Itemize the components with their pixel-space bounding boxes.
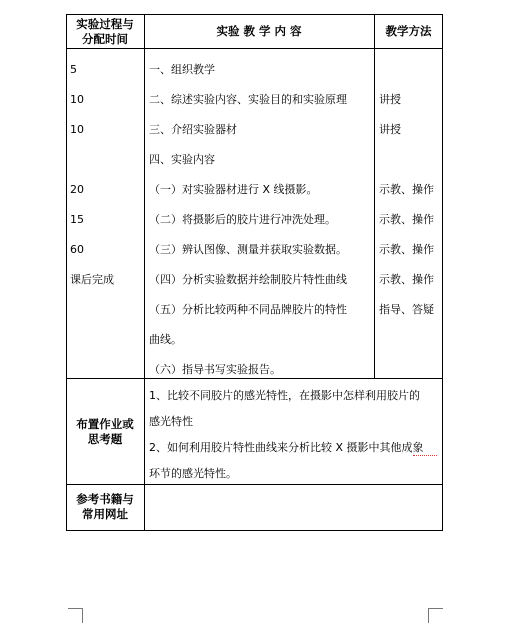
row-4-content: 四、实验内容 — [149, 153, 215, 166]
row-8-time: 课后完成 — [70, 273, 114, 286]
row-2-time: 10 — [70, 93, 84, 106]
homework-line-1: 1、比较不同胶片的感光特性，在摄影中怎样利用胶片的 — [149, 389, 420, 402]
crop-mark-bottom-left — [68, 608, 83, 623]
row-11-content: （六）指导书写实验报告。 — [149, 363, 281, 376]
header-time-line-1: 实验过程与 — [76, 17, 134, 31]
row-1-time: 5 — [70, 63, 77, 76]
references-label-line-1: 参考书籍与 — [76, 492, 134, 506]
row-3-time: 10 — [70, 123, 84, 136]
homework-label — [66, 417, 144, 447]
row-5-method: 示教、操作 — [379, 183, 434, 196]
crop-mark-bottom-right — [428, 608, 443, 623]
section-divider-1 — [66, 378, 443, 379]
row-6-time: 15 — [70, 213, 84, 226]
column-divider-2 — [374, 14, 375, 378]
homework-label-line-2: 思考题 — [87, 432, 123, 446]
row-3-content: 三、介绍实验器材 — [149, 123, 237, 136]
spellcheck-underline — [413, 455, 437, 456]
row-5-time: 20 — [70, 183, 84, 196]
row-6-content: （二）将摄影后的胶片进行冲洗处理。 — [149, 213, 336, 226]
row-10-content: 曲线。 — [149, 333, 182, 346]
homework-label-line-1: 布置作业或 — [76, 417, 134, 431]
header-time-line-2: 分配时间 — [82, 32, 128, 46]
row-3-method: 讲授 — [379, 123, 401, 136]
references-label-line-2: 常用网址 — [82, 507, 128, 521]
row-2-content: 二、综述实验内容、实验目的和实验原理 — [149, 93, 347, 106]
row-7-time: 60 — [70, 243, 84, 256]
row-2-method: 讲授 — [379, 93, 401, 106]
header-content-label: 实验 教 学 内 容 — [216, 24, 302, 38]
row-7-content: （三）辨认图像、测量并获取实验数据。 — [149, 243, 347, 256]
row-1-content: 一、组织教学 — [149, 63, 215, 76]
header-method-label: 教学方法 — [385, 24, 432, 38]
row-9-content: （五）分析比较两种不同品牌胶片的特性 — [149, 303, 347, 316]
homework-line-3-text: 2、如何利用胶片特性曲线来分析比较 X 摄影中其他成象 — [149, 441, 424, 454]
homework-line-4: 环节的感光特性。 — [149, 467, 237, 480]
section-divider-2 — [66, 484, 443, 485]
column-divider-1 — [144, 14, 145, 531]
row-5-content: （一）对实验器材进行 X 线摄影。 — [149, 183, 318, 196]
header-time-label — [66, 17, 144, 47]
row-9-method: 指导、答疑 — [379, 303, 434, 316]
homework-line-2: 感光特性 — [149, 415, 193, 428]
homework-line-3 — [149, 440, 424, 455]
row-8-method: 示教、操作 — [379, 273, 434, 286]
row-7-method: 示教、操作 — [379, 243, 434, 256]
row-6-method: 示教、操作 — [379, 213, 434, 226]
header-divider — [66, 48, 443, 49]
references-label — [66, 492, 144, 522]
row-8-content: （四）分析实验数据并绘制胶片特性曲线 — [149, 273, 347, 286]
